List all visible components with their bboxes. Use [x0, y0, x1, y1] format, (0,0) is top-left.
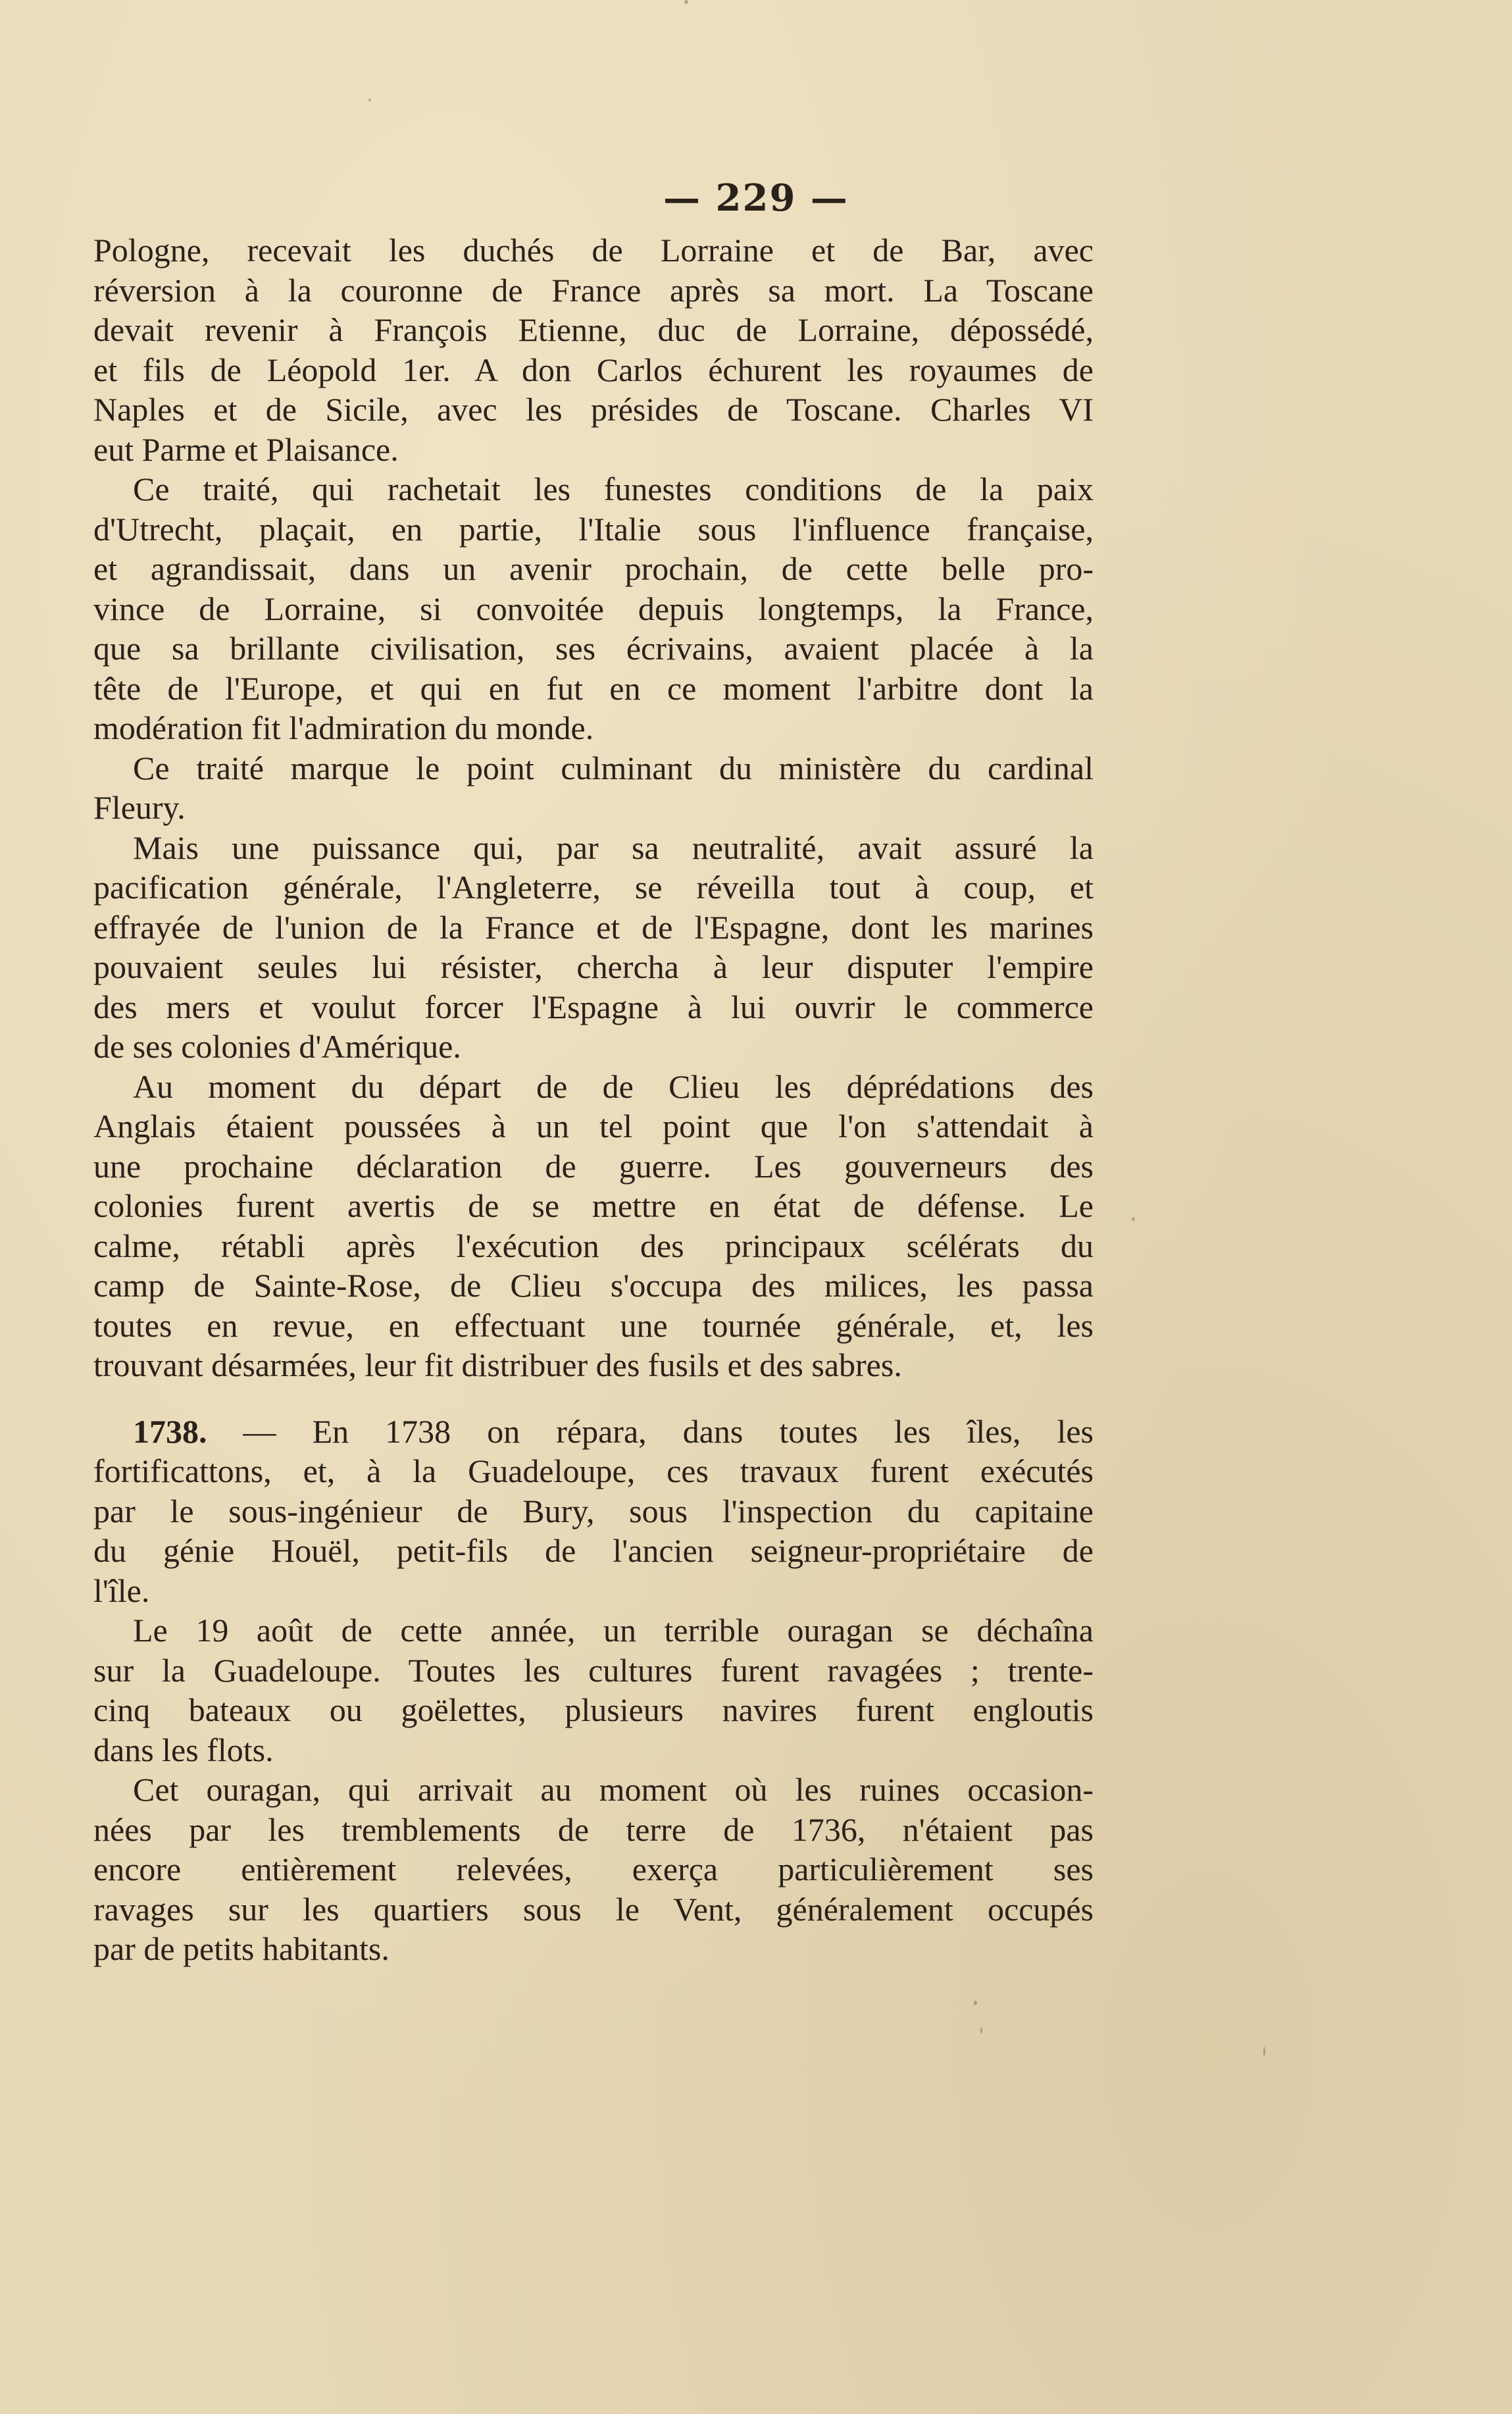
text-line: tête de l'Europe, et qui en fut en ce moment l'arbitre dont la [93, 669, 1094, 707]
section-gap [93, 1385, 1094, 1412]
text-line: et agrandissait, dans un avenir prochain, de cette belle pro- [93, 550, 1094, 587]
year-heading: 1738. [133, 1412, 207, 1450]
paper-speck [980, 2027, 982, 2034]
text-line: Naples et de Sicile, avec les présides de Toscane. Charles VI [93, 391, 1094, 428]
text-line: ravages sur les quartiers sous le Vent, généralement occupés [93, 1890, 1094, 1928]
paragraph [93, 1412, 1094, 1611]
paragraph [93, 1770, 1094, 1969]
text-line: cinq bateaux ou goëlettes, plusieurs navires furent engloutis [93, 1691, 1094, 1728]
page-number: — 229 — [663, 176, 849, 220]
text-line: Anglais étaient poussées à un tel point que l'on s'attendait à [93, 1108, 1094, 1144]
paper-speck [1263, 2047, 1265, 2056]
text-line: et fils de Léopold 1er. A don Carlos échurent les royaumes de [93, 351, 1094, 388]
text-line: Ce traité, qui rachetait les funestes conditions de la paix [133, 471, 1094, 507]
paragraph [93, 230, 1094, 469]
text-line: trouvant désarmées, leur fit distribuer des fusils et des sabres. [93, 1347, 902, 1383]
text-line: Cet ouragan, qui arrivait au moment où les ruines occasion- [133, 1771, 1094, 1808]
text-line: réversion à la couronne de France après sa mort. La Toscane [93, 271, 1094, 309]
body-text [93, 230, 1094, 1969]
paper-speck [684, 0, 688, 4]
text-line: encore entièrement relevées, exerça particulièrement ses [93, 1851, 1094, 1888]
text-line: toutes en revue, en effectuant une tournée générale, et, les [93, 1306, 1094, 1344]
text-line: vince de Lorraine, si convoitée depuis longtemps, la France, [93, 590, 1094, 627]
text-line: eut Parme et Plaisance. [93, 430, 399, 468]
text-line: Fleury. [93, 789, 186, 826]
text-line: fortificattons, et, à la Guadeloupe, ces travaux furent exécutés [93, 1452, 1094, 1489]
text-line: une prochaine déclaration de guerre. Les gouverneurs des [93, 1147, 1094, 1185]
text-line: effrayée de l'union de la France et de l'Espagne, dont les marines [93, 908, 1094, 946]
paragraph [93, 1610, 1094, 1770]
text-line: dans les flots. [93, 1731, 274, 1768]
text-line: colonies furent avertis de se mettre en état de défense. Le [93, 1187, 1094, 1224]
text-line: par de petits habitants. [93, 1930, 390, 1967]
text-line: calme, rétabli après l'exécution des principaux scélérats du [93, 1227, 1094, 1264]
text-line: modération fit l'admiration du monde. [93, 709, 594, 746]
text-line: par le sous-ingénieur de Bury, sous l'inspection du capitaine [93, 1492, 1094, 1529]
text-line: nées par les tremblements de terre de 1736, n'étaient pas [93, 1810, 1094, 1848]
text-line: devait revenir à François Etienne, duc de Lorraine, dépossédé, [93, 311, 1094, 348]
text-line: Ce traité marque le point culminant du ministère du cardinal [133, 749, 1094, 786]
text-line: pouvaient seules lui résister, chercha à leur disputer l'empire [93, 948, 1094, 985]
paragraph [93, 469, 1094, 748]
text-line: Le 19 août de cette année, un terrible ouragan se déchaîna [133, 1612, 1094, 1649]
text-line: que sa brillante civilisation, ses écrivains, avaient placée à la [93, 630, 1094, 667]
text-line: camp de Sainte-Rose, de Clieu s'occupa des milices, les passa [93, 1267, 1094, 1304]
text-line: du génie Houël, petit-fils de l'ancien seigneur-propriétaire de [93, 1532, 1094, 1569]
text-line: pacification générale, l'Angleterre, se réveilla tout à coup, et [93, 869, 1094, 906]
text-line: l'île. [93, 1572, 150, 1609]
text-line [93, 1412, 1094, 1452]
text-line-rest: — En 1738 on répara, dans toutes les îles, les [207, 1412, 1094, 1450]
text-line: des mers et voulut forcer l'Espagne à lui ouvrir le commerce [93, 988, 1094, 1025]
text-line: d'Utrecht, plaçait, en partie, l'Italie sous l'influence française, [93, 510, 1094, 548]
paragraph [93, 1067, 1094, 1385]
text-line: sur la Guadeloupe. Toutes les cultures furent ravagées ; trente- [93, 1651, 1094, 1689]
paper-speck [368, 99, 371, 101]
text-line: de ses colonies d'Amérique. [93, 1028, 461, 1065]
paper-speck [1132, 1218, 1135, 1221]
text-line: Au moment du départ de de Clieu les déprédations des [133, 1067, 1094, 1105]
text-line: Pologne, recevait les duchés de Lorraine et de Bar, avec [93, 232, 1094, 269]
paper-speck [974, 2001, 977, 2005]
paragraph [93, 828, 1094, 1067]
paragraph [93, 748, 1094, 828]
text-line: Mais une puissance qui, par sa neutralité, avait assuré la [133, 829, 1094, 866]
